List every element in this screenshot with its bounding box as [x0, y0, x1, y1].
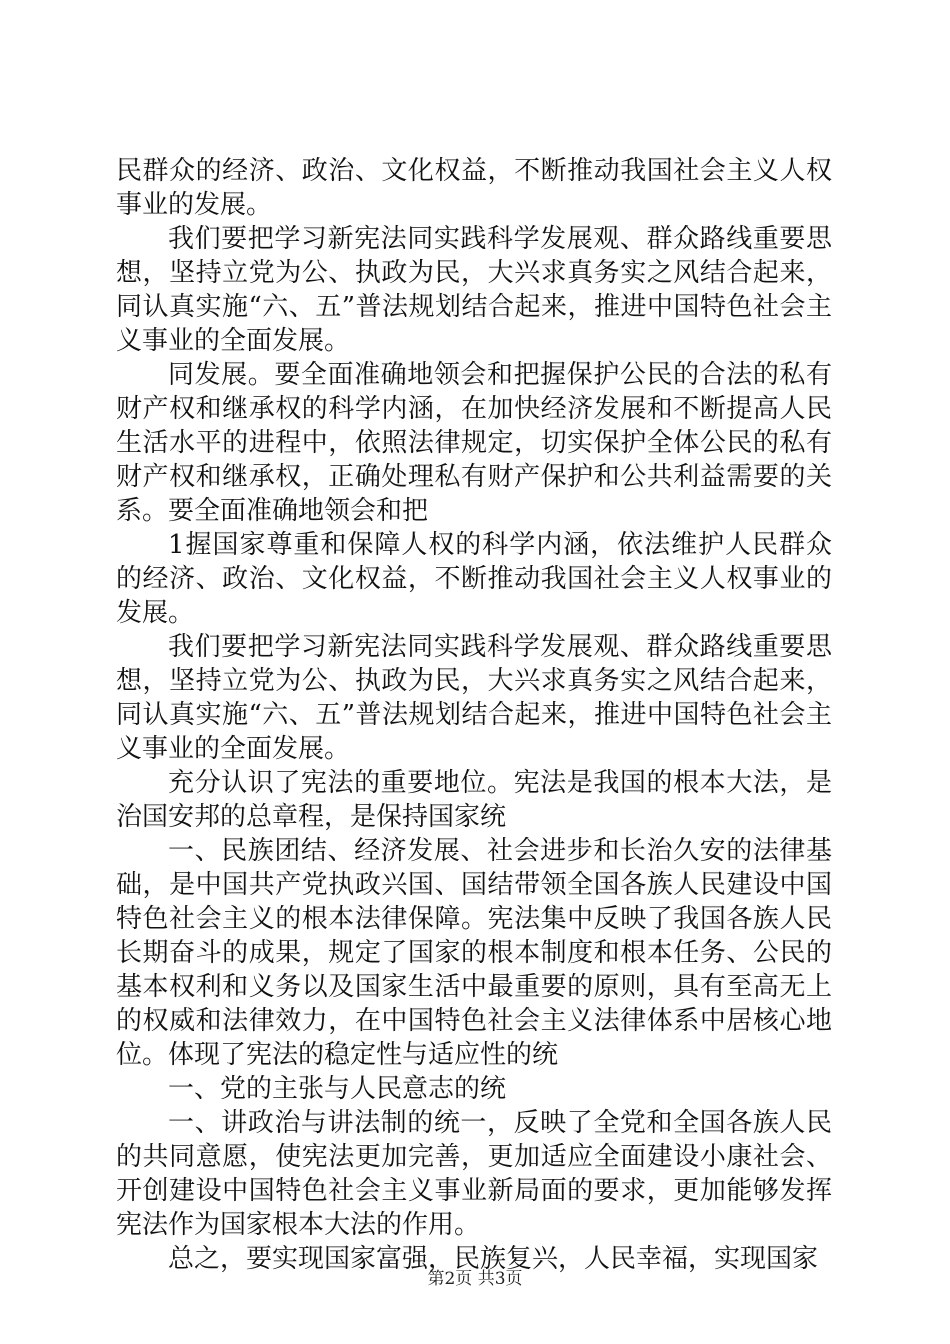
paragraph-3: 同发展。要全面准确地领会和把握保护公民的合法的私有财产权和继承权的科学内涵，在加快经济发展和不断提高人民生活水平的进程中，依照法律规定，切实保护全体公民的私有财产权和继承权，正确处理私有财产保护和公共利益需要的关系。要全面准确地领会和把: [116, 360, 832, 526]
page-footer: [0, 1264, 950, 1289]
page-number-label: 第2页 共3页: [427, 1269, 523, 1289]
paragraph-2: 我们要把学习新宪法同实践科学发展观、群众路线重要思想，坚持立党为公、执政为民，大兴求真务实之风结合起来，同认真实施“六、五”普法规划结合起来，推进中国特色社会主义事业的全面发展。: [116, 224, 832, 356]
paragraph-9: 一、讲政治与讲法制的统一，反映了全党和全国各族人民的共同意愿，使宪法更加完善，更加适应全面建设小康社会、开创建设中国特色社会主义事业新局面的要求，更加能够发挥宪法作为国家根本大法的作用。: [116, 1108, 832, 1240]
paragraph-1: 民群众的经济、政治、文化权益，不断推动我国社会主义人权事业的发展。: [116, 156, 832, 220]
paragraph-10: 总之，要实现国家富强，民族复兴，人民幸福，实现国家: [168, 1244, 819, 1274]
paragraph-6: 充分认识了宪法的重要地位。宪法是我国的根本大法，是治国安邦的总章程，是保持国家统: [116, 768, 832, 832]
paragraph-7: 一、民族团结、经济发展、社会进步和长治久安的法律基础，是中国共产党执政兴国、国结带领全国各族人民建设中国特色社会主义的根本法律保障。宪法集中反映了我国各族人民长期奋斗的成果，规定了国家的根本制度和根本任务、公民的基本权利和义务以及国家生活中最重要的原则，具有至高无上的权威和法律效力，在中国特色社会主义法律体系中居核心地位。体现了宪法的稳定性与适应性的统: [116, 836, 832, 1070]
paragraph-4: 1握国家尊重和保障人权的科学内涵，依法维护人民群众的经济、政治、文化权益，不断推动我国社会主义人权事业的发展。: [116, 530, 832, 628]
document-body: [116, 154, 832, 1276]
paragraph-8: 一、党的主张与人民意志的统: [168, 1074, 507, 1104]
paragraph-5: 我们要把学习新宪法同实践科学发展观、群众路线重要思想，坚持立党为公、执政为民，大兴求真务实之风结合起来，同认真实施“六、五”普法规划结合起来，推进中国特色社会主义事业的全面发展。: [116, 632, 832, 764]
